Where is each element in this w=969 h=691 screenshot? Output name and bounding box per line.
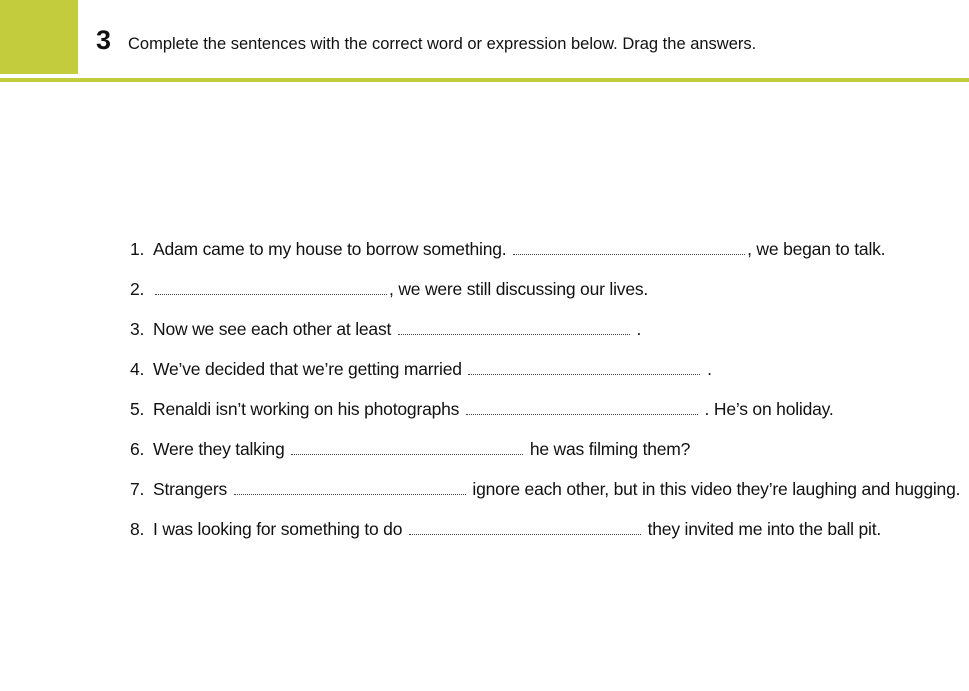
sentence-text-before: Adam came to my house to borrow something. [153, 239, 507, 259]
sentence-text-after: , we were still discussing our lives. [389, 279, 649, 299]
sentence-text-before: Were they talking [153, 439, 285, 459]
sentence-text-after: . [702, 359, 712, 379]
sentence-8 [130, 516, 960, 556]
sentence-text-after: , we began to talk. [747, 239, 886, 259]
sentence-2 [130, 276, 960, 316]
answer-drop-target[interactable] [409, 522, 641, 535]
sentence-5 [130, 396, 960, 436]
exercise-header [0, 0, 969, 80]
sentence-4 [130, 356, 960, 396]
sentence-number: 2. [130, 279, 145, 299]
sentence-number: 8. [130, 519, 145, 539]
answer-drop-target[interactable] [234, 482, 466, 495]
sentence-text-before: We’ve decided that we’re getting married [153, 359, 462, 379]
header-divider [0, 78, 969, 82]
sentence-7 [130, 476, 960, 516]
sentence-text-before: Renaldi isn’t working on his photographs [153, 399, 460, 419]
exercise-instruction: Complete the sentences with the correct word or expression below. Drag the answers. [128, 35, 757, 53]
accent-block [0, 0, 78, 74]
answer-drop-target[interactable] [466, 402, 698, 415]
sentence-text-after: they invited me into the ball pit. [647, 519, 882, 539]
sentence-number: 3. [130, 319, 145, 339]
sentence-text-after: . [631, 319, 642, 339]
exercise-number: 3 [96, 25, 112, 55]
sentence-list [130, 236, 960, 556]
sentence-text-before: Strangers [153, 479, 228, 499]
sentence-number: 7. [130, 479, 145, 499]
sentence-text-after: ignore each other, but in this video they’re laughing and hugging. [472, 479, 961, 499]
sentence-number: 6. [130, 439, 145, 459]
sentence-text-before: Now we see each other at least [153, 319, 392, 339]
sentence-number: 5. [130, 399, 145, 419]
answer-drop-target[interactable] [468, 362, 700, 375]
sentence-3 [130, 316, 960, 356]
answer-drop-target[interactable] [513, 242, 745, 255]
answer-drop-target[interactable] [155, 282, 387, 295]
answer-drop-target[interactable] [291, 442, 523, 455]
sentence-number: 4. [130, 359, 145, 379]
sentence-text-after: . He’s on holiday. [699, 399, 834, 419]
sentence-6 [130, 436, 960, 476]
answer-drop-target[interactable] [398, 322, 630, 335]
sentence-text-after: he was filming them? [529, 439, 691, 459]
sentence-text-before: I was looking for something to do [153, 519, 403, 539]
sentence-1 [130, 236, 960, 276]
sentence-number: 1. [130, 239, 145, 259]
